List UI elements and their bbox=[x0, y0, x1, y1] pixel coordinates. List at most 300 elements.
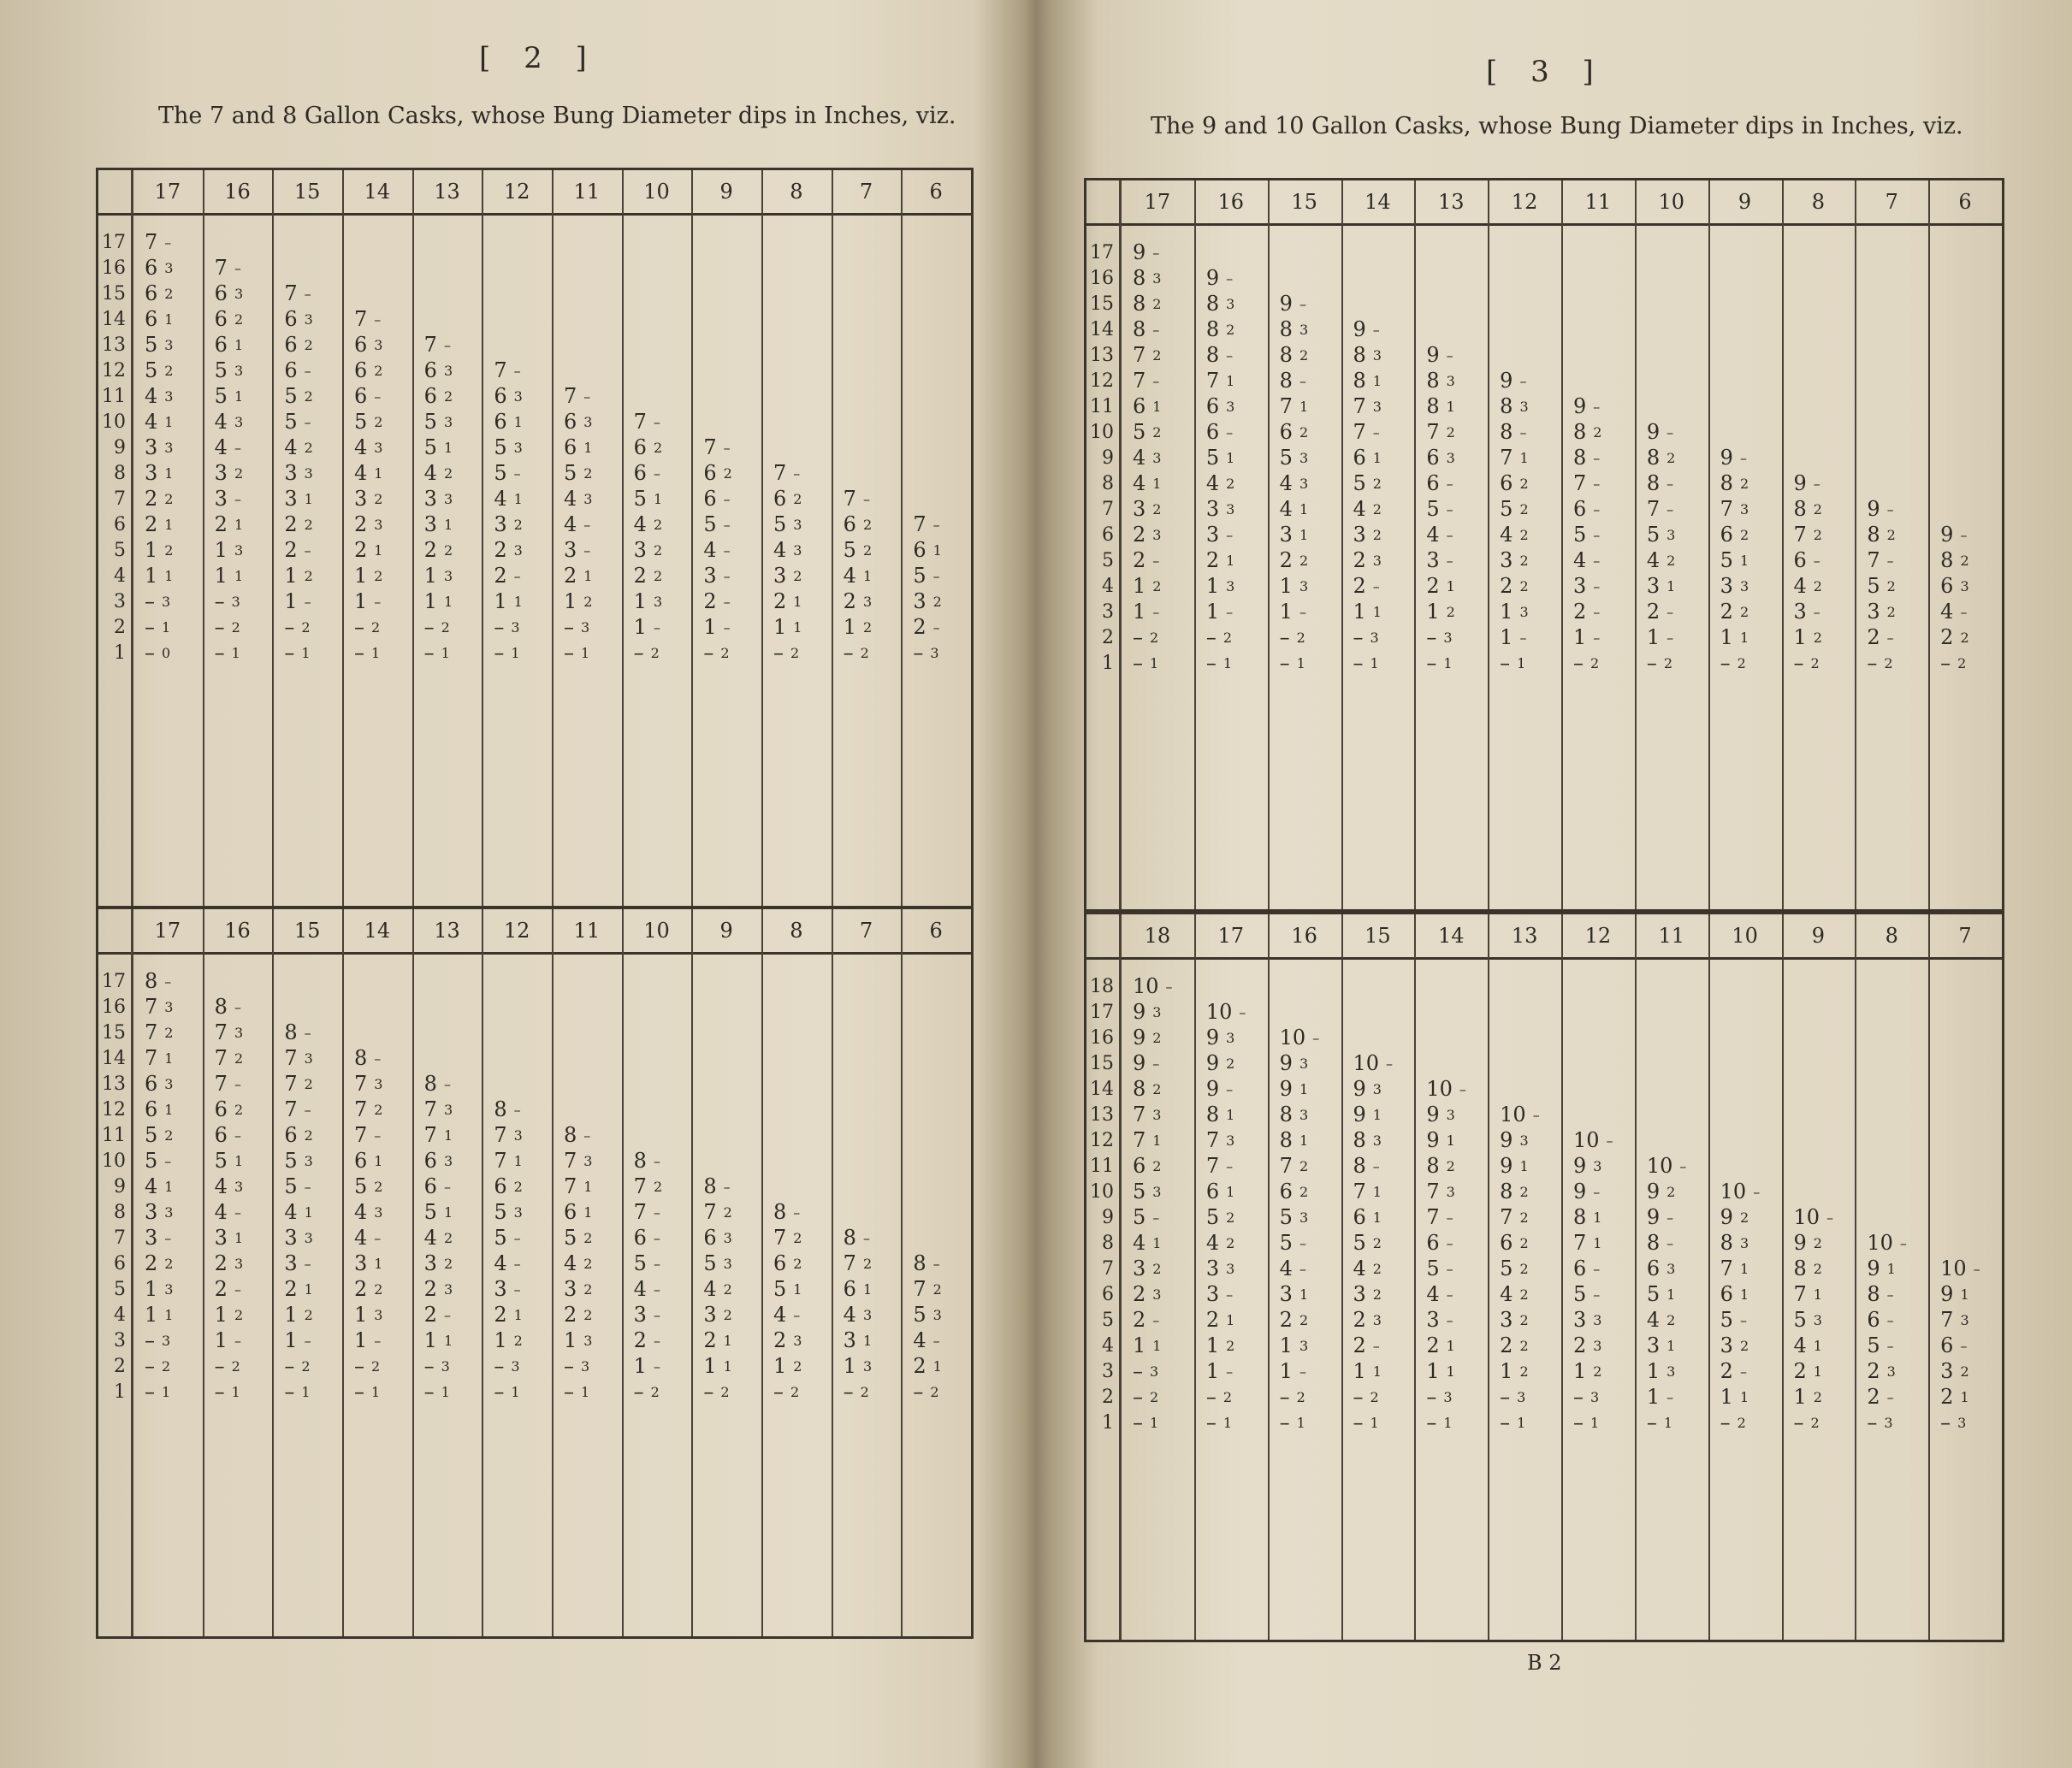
quarts-value: – bbox=[1593, 501, 1601, 517]
quarts-value: 3 bbox=[443, 1153, 453, 1169]
row-label: 12 bbox=[1090, 370, 1114, 392]
table-cell bbox=[1353, 1103, 1382, 1126]
row-label: 17 bbox=[102, 232, 126, 253]
quarts-value: – bbox=[1152, 1312, 1160, 1328]
gallons-value: 7 bbox=[1867, 548, 1880, 572]
quarts-value: 1 bbox=[1372, 1107, 1382, 1123]
gallons-value: 7 bbox=[1353, 394, 1366, 418]
gallons-value: 9 bbox=[1205, 1026, 1220, 1050]
column-rule bbox=[1782, 180, 1784, 909]
quarts-value: 2 bbox=[1152, 1261, 1162, 1277]
table-cell bbox=[1206, 317, 1234, 341]
column-rule bbox=[622, 909, 624, 1636]
gallons-value: 7 bbox=[354, 1072, 368, 1096]
gallons-value: 2 bbox=[423, 538, 437, 562]
quarts-value: 3 bbox=[1299, 476, 1309, 492]
table-cell bbox=[494, 1277, 520, 1301]
quarts-value: 2 bbox=[231, 619, 240, 636]
gallons-value: 6 bbox=[354, 358, 368, 382]
quarts-value: 3 bbox=[231, 594, 240, 610]
table-cell bbox=[1353, 1410, 1379, 1434]
gallons-value: 4 bbox=[1353, 497, 1366, 521]
table-cell bbox=[1500, 369, 1526, 393]
table-cell bbox=[494, 461, 520, 485]
quarts-value: – bbox=[932, 1256, 940, 1272]
table-cell bbox=[1647, 471, 1673, 495]
quarts-value: 1 bbox=[234, 1153, 244, 1169]
quarts-value: 1 bbox=[513, 414, 523, 430]
quarts-value: 3 bbox=[374, 517, 383, 533]
gallons-value: 2 bbox=[1353, 548, 1366, 572]
table-cell bbox=[1500, 446, 1528, 470]
gallons-value: 3 bbox=[1646, 1333, 1661, 1357]
gallons-value: 1 bbox=[564, 1328, 577, 1352]
table-cell bbox=[1426, 1359, 1454, 1383]
table-cell bbox=[1353, 1282, 1382, 1306]
quarts-value: 1 bbox=[1372, 1363, 1382, 1380]
gallons-value: 6 bbox=[1205, 420, 1220, 444]
table-cell bbox=[215, 461, 243, 485]
quarts-value: 3 bbox=[1443, 630, 1453, 646]
gallons-value: 6 bbox=[214, 307, 228, 331]
quarts-value: 1 bbox=[583, 440, 593, 456]
quarts-value: – bbox=[1679, 1158, 1687, 1174]
quarts-value: 3 bbox=[1299, 322, 1309, 338]
table-cell bbox=[1794, 1231, 1822, 1255]
quarts-value: 2 bbox=[1299, 553, 1309, 569]
quarts-value: 3 bbox=[1226, 1030, 1235, 1046]
table-cell bbox=[634, 1328, 660, 1352]
gallons-value: 8 bbox=[703, 1174, 717, 1198]
quarts-value: 1 bbox=[1296, 655, 1305, 671]
gallons-value: 6 bbox=[284, 333, 298, 357]
gallons-value: – bbox=[1500, 1410, 1511, 1434]
table-cell bbox=[703, 1226, 731, 1250]
table-cell bbox=[1280, 1385, 1305, 1409]
quarts-value: 2 bbox=[1152, 501, 1162, 517]
quarts-value: 3 bbox=[1152, 1107, 1162, 1123]
table-cell bbox=[424, 333, 451, 357]
gallons-value: 1 bbox=[145, 538, 158, 562]
quarts-value: – bbox=[1165, 979, 1173, 995]
quarts-value: – bbox=[1593, 476, 1601, 492]
gallons-value: 6 bbox=[145, 256, 158, 280]
gallons-value: 1 bbox=[214, 1303, 228, 1327]
quarts-value: 2 bbox=[932, 594, 942, 610]
table-cell bbox=[1500, 1282, 1528, 1306]
table-cell bbox=[564, 1277, 592, 1301]
quarts-value: – bbox=[723, 491, 731, 507]
quarts-value: 2 bbox=[1519, 1184, 1529, 1200]
gallons-value: 1 bbox=[423, 1328, 437, 1352]
column-header: 7 bbox=[1958, 924, 1972, 948]
gallons-value: 1 bbox=[1353, 600, 1366, 624]
gallons-value: 8 bbox=[494, 1097, 507, 1121]
quarts-value: 2 bbox=[1372, 501, 1382, 517]
quarts-value: 1 bbox=[653, 491, 663, 507]
gallons-value: 1 bbox=[284, 1328, 298, 1352]
signature-mark: B 2 bbox=[1527, 1651, 1562, 1675]
gallons-value: – bbox=[913, 1380, 924, 1404]
table-cell bbox=[424, 512, 453, 536]
table-cell bbox=[1280, 1359, 1306, 1383]
quarts-value: 3 bbox=[164, 999, 174, 1015]
gallons-value: 5 bbox=[1720, 1308, 1733, 1332]
quarts-value: 3 bbox=[1886, 1363, 1896, 1380]
table-cell bbox=[1426, 497, 1453, 521]
gallons-value: 7 bbox=[1426, 1180, 1440, 1203]
quarts-value: 1 bbox=[1372, 604, 1382, 620]
table-cell bbox=[1720, 574, 1749, 598]
table-cell bbox=[284, 1226, 312, 1250]
gallons-value: 8 bbox=[423, 1072, 437, 1096]
column-header: 18 bbox=[1144, 924, 1171, 948]
table-cell bbox=[284, 1174, 311, 1198]
table-cell bbox=[1280, 394, 1308, 418]
gallons-value: 2 bbox=[1940, 1385, 1954, 1409]
column-header: 9 bbox=[1811, 924, 1826, 948]
gallons-value: 3 bbox=[703, 564, 717, 588]
row-label: 17 bbox=[1090, 242, 1114, 263]
gallons-value: 4 bbox=[284, 1200, 298, 1224]
table-cell bbox=[1206, 1128, 1234, 1152]
gallons-value: 1 bbox=[1793, 625, 1807, 649]
quarts-value: – bbox=[1226, 1286, 1234, 1303]
table-cell bbox=[913, 589, 941, 613]
table-cell bbox=[215, 1020, 243, 1044]
gallons-value: 7 bbox=[423, 1097, 437, 1121]
table-cell bbox=[1794, 600, 1820, 624]
column-rule bbox=[203, 170, 204, 906]
table-cell bbox=[215, 1097, 243, 1121]
table-cell bbox=[1500, 420, 1526, 444]
quarts-value: 3 bbox=[1299, 1107, 1309, 1123]
quarts-value: – bbox=[1813, 476, 1820, 492]
gallons-value: 7 bbox=[1133, 369, 1146, 393]
gallons-value: 8 bbox=[1940, 548, 1954, 572]
quarts-value: 1 bbox=[1299, 1286, 1309, 1303]
quarts-value: 1 bbox=[1519, 1158, 1529, 1174]
gallons-value: – bbox=[1867, 1410, 1878, 1434]
column-rule bbox=[1268, 914, 1270, 1640]
table-cell bbox=[844, 615, 872, 639]
gallons-value: 2 bbox=[633, 564, 647, 588]
gallons-value: 2 bbox=[1426, 1333, 1440, 1357]
table-cell bbox=[1794, 1410, 1820, 1434]
gallons-value: 9 bbox=[1500, 369, 1513, 393]
table-cell bbox=[703, 1380, 729, 1404]
quarts-value: 1 bbox=[1739, 553, 1749, 569]
gallons-value: – bbox=[843, 641, 854, 665]
gallons-value: 7 bbox=[1720, 497, 1733, 521]
table-cell bbox=[354, 512, 382, 536]
table-cell bbox=[424, 1354, 450, 1378]
column-header: 12 bbox=[503, 180, 530, 204]
quarts-value: 3 bbox=[513, 388, 523, 405]
table-cell bbox=[1426, 1308, 1453, 1332]
gallons-value: 4 bbox=[1646, 1308, 1661, 1332]
table-cell bbox=[1353, 1077, 1382, 1101]
gallons-value: 4 bbox=[1133, 446, 1146, 470]
quarts-value: 1 bbox=[723, 1333, 732, 1349]
table-cell bbox=[1573, 1231, 1601, 1255]
gallons-value: 2 bbox=[633, 1328, 647, 1352]
quarts-value: – bbox=[1886, 553, 1894, 569]
gallons-value: 2 bbox=[1205, 1308, 1220, 1332]
table-cell bbox=[564, 410, 592, 434]
quarts-value: 1 bbox=[513, 1153, 523, 1169]
table-cell bbox=[773, 564, 802, 588]
quarts-value: 3 bbox=[1593, 1312, 1602, 1328]
quarts-value: 3 bbox=[162, 1333, 171, 1349]
quarts-value: 1 bbox=[1446, 1132, 1455, 1149]
table-cell bbox=[1940, 1410, 1966, 1434]
column-header: 15 bbox=[293, 919, 321, 943]
quarts-value: 3 bbox=[374, 1076, 383, 1092]
quarts-value: – bbox=[304, 542, 311, 559]
quarts-value: 1 bbox=[1226, 1107, 1235, 1123]
quarts-value: 2 bbox=[1519, 1235, 1529, 1251]
table-cell bbox=[1206, 394, 1234, 418]
gallons-value: 7 bbox=[214, 1020, 228, 1044]
gallons-value: 3 bbox=[423, 512, 437, 536]
gallons-value: 3 bbox=[145, 1226, 158, 1250]
quarts-value: 2 bbox=[1813, 630, 1822, 646]
quarts-value: – bbox=[1152, 553, 1160, 569]
quarts-value: – bbox=[513, 568, 521, 584]
table-cell bbox=[1573, 1308, 1601, 1332]
gallons-value: 2 bbox=[773, 1328, 787, 1352]
gallons-value: 7 bbox=[145, 995, 158, 1019]
gallons-value: – bbox=[773, 641, 784, 665]
column-header: 9 bbox=[719, 919, 733, 943]
quarts-value: 3 bbox=[234, 1025, 244, 1041]
table-cell bbox=[1573, 1180, 1600, 1203]
quarts-value: 1 bbox=[1152, 476, 1162, 492]
quarts-value: – bbox=[1753, 1184, 1761, 1200]
table-cell bbox=[284, 1072, 312, 1096]
gallons-value: 5 bbox=[633, 487, 647, 511]
quarts-value: 2 bbox=[1666, 1184, 1676, 1200]
gallons-value: 8 bbox=[1133, 1077, 1146, 1101]
quarts-value: 3 bbox=[164, 1076, 174, 1092]
gallons-value: 2 bbox=[1279, 548, 1293, 572]
table-cell bbox=[1206, 1308, 1234, 1332]
gallons-value: 6 bbox=[843, 1277, 856, 1301]
quarts-value: – bbox=[374, 1230, 382, 1246]
column-rule bbox=[1561, 180, 1563, 909]
gallons-value: 5 bbox=[1353, 471, 1366, 495]
gallons-value: 6 bbox=[773, 1251, 787, 1275]
table-cell bbox=[145, 1226, 171, 1250]
row-label: 10 bbox=[1090, 422, 1114, 443]
column-header: 13 bbox=[1437, 190, 1465, 214]
gallons-value: 8 bbox=[1205, 292, 1220, 316]
table-cell bbox=[424, 410, 453, 434]
table-cell bbox=[1647, 1231, 1673, 1255]
gallons-value: 3 bbox=[1205, 497, 1220, 521]
gallons-value: 7 bbox=[494, 1123, 507, 1147]
table-cell bbox=[1940, 625, 1968, 649]
quarts-value: 3 bbox=[1226, 399, 1235, 415]
quarts-value: 2 bbox=[304, 1076, 313, 1092]
table-cell bbox=[1353, 394, 1382, 418]
table-cell bbox=[1353, 1180, 1382, 1203]
table-cell bbox=[284, 1123, 312, 1147]
gallons-value: 6 bbox=[1426, 1231, 1440, 1255]
quarts-value: – bbox=[1739, 450, 1747, 466]
table-cell bbox=[703, 1251, 731, 1275]
gallons-value: 1 bbox=[1279, 1333, 1293, 1357]
gallons-value: 9 bbox=[1426, 1103, 1440, 1126]
gallons-value: – bbox=[1279, 625, 1290, 649]
gallons-value: 6 bbox=[1940, 574, 1954, 598]
gallons-value: 2 bbox=[214, 512, 228, 536]
gallons-value: – bbox=[1720, 1410, 1731, 1434]
row-label: 12 bbox=[1090, 1130, 1114, 1151]
table-cell bbox=[145, 1174, 173, 1198]
quarts-value: 1 bbox=[301, 1384, 311, 1400]
table-cell bbox=[1133, 1231, 1161, 1255]
quarts-value: 2 bbox=[862, 542, 873, 559]
gallons-value: 1 bbox=[354, 589, 368, 613]
column-header: 12 bbox=[503, 919, 530, 943]
gallons-value: 8 bbox=[773, 1200, 787, 1224]
row-label: 3 bbox=[1102, 601, 1114, 623]
table-cell bbox=[1647, 1385, 1673, 1409]
table-cell bbox=[424, 538, 453, 562]
quarts-value: – bbox=[1593, 630, 1601, 646]
table-cell bbox=[1133, 266, 1161, 290]
gallons-value: 2 bbox=[354, 512, 368, 536]
table-cell bbox=[1426, 446, 1454, 470]
gallons-value: 5 bbox=[423, 1200, 437, 1224]
quarts-value: – bbox=[723, 619, 731, 636]
table-cell bbox=[284, 487, 312, 511]
table-cell bbox=[1573, 651, 1599, 675]
gallons-value: 7 bbox=[564, 1149, 577, 1173]
quarts-value: 2 bbox=[234, 311, 244, 328]
gallons-value: 6 bbox=[1793, 548, 1807, 572]
quarts-value: 2 bbox=[304, 388, 313, 405]
table-cell bbox=[1133, 497, 1161, 521]
quarts-value: 3 bbox=[164, 1281, 174, 1298]
gallons-value: 3 bbox=[1353, 523, 1366, 547]
gallons-value: 6 bbox=[1205, 394, 1220, 418]
table-cell bbox=[1867, 651, 1892, 675]
table-cell bbox=[1206, 1154, 1233, 1178]
gallons-value: 5 bbox=[1573, 523, 1587, 547]
column-rule bbox=[901, 909, 903, 1636]
gallons-value: 6 bbox=[564, 435, 577, 459]
gallons-value: 5 bbox=[773, 1277, 787, 1301]
gallons-value: – bbox=[843, 1380, 854, 1404]
quarts-value: 1 bbox=[234, 337, 244, 353]
quarts-value: – bbox=[1666, 604, 1674, 620]
table-cell bbox=[1720, 1359, 1747, 1383]
quarts-value: 2 bbox=[1519, 1209, 1529, 1226]
gallons-value: 7 bbox=[1500, 446, 1513, 470]
quarts-value: – bbox=[513, 1102, 521, 1118]
table-cell bbox=[703, 615, 730, 639]
quarts-value: – bbox=[1960, 527, 1968, 543]
gallons-value: 1 bbox=[1646, 1385, 1661, 1409]
table-cell bbox=[1794, 1385, 1822, 1409]
quarts-value: 2 bbox=[1810, 655, 1820, 671]
quarts-value: 1 bbox=[1222, 655, 1233, 671]
table-cell bbox=[215, 1149, 243, 1173]
gallons-value: 4 bbox=[494, 487, 507, 511]
quarts-value: 2 bbox=[790, 645, 800, 661]
quarts-value: – bbox=[1446, 1235, 1453, 1251]
table-cell bbox=[354, 307, 381, 331]
gallons-value: 2 bbox=[145, 487, 158, 511]
table-cell bbox=[424, 358, 453, 382]
table-cell bbox=[844, 1251, 872, 1275]
quarts-value: 2 bbox=[1519, 1261, 1529, 1277]
quarts-value: 3 bbox=[653, 594, 663, 610]
gallons-value: 4 bbox=[145, 384, 158, 408]
quarts-value: 1 bbox=[164, 1307, 174, 1323]
table-cell bbox=[844, 1354, 872, 1378]
gallons-value: – bbox=[1426, 1410, 1437, 1434]
gallons-value: 10 bbox=[1279, 1026, 1306, 1050]
gallons-value: 9 bbox=[1500, 1154, 1513, 1178]
gallons-value: 1 bbox=[214, 564, 228, 588]
column-header: 14 bbox=[1437, 924, 1465, 948]
column-rule bbox=[1341, 914, 1343, 1640]
quarts-value: – bbox=[1826, 1209, 1834, 1226]
table-cell bbox=[284, 281, 311, 305]
gallons-value: 10 bbox=[1426, 1077, 1453, 1101]
quarts-value: – bbox=[1299, 1363, 1306, 1380]
table-cell bbox=[145, 538, 173, 562]
quarts-value: – bbox=[1606, 1132, 1613, 1149]
row-label: 9 bbox=[1102, 447, 1114, 469]
quarts-value: 1 bbox=[1593, 1209, 1602, 1226]
gallons-value: 7 bbox=[354, 1123, 368, 1147]
quarts-value: 1 bbox=[1372, 450, 1382, 466]
table-cell bbox=[145, 1277, 173, 1301]
table-cell bbox=[284, 1354, 310, 1378]
table-cell bbox=[1500, 1257, 1528, 1280]
table-cell bbox=[1133, 1205, 1159, 1229]
quarts-value: 3 bbox=[1152, 270, 1162, 287]
quarts-value: 1 bbox=[234, 517, 244, 533]
gallons-value: 8 bbox=[1573, 446, 1587, 470]
gallons-value: 2 bbox=[494, 1303, 507, 1327]
gallons-value: 4 bbox=[1205, 1231, 1220, 1255]
gallons-value: 9 bbox=[1500, 1128, 1513, 1152]
quarts-value: – bbox=[443, 1076, 451, 1092]
gallons-value: 1 bbox=[564, 589, 577, 613]
quarts-value: 1 bbox=[443, 1204, 453, 1221]
quarts-value: 1 bbox=[441, 645, 450, 661]
gallons-value: 8 bbox=[1426, 1154, 1440, 1178]
quarts-value: 2 bbox=[720, 645, 730, 661]
quarts-value: 3 bbox=[1960, 578, 1969, 594]
gallons-value: 8 bbox=[1133, 292, 1146, 316]
column-rule bbox=[1635, 180, 1637, 909]
quarts-value: 2 bbox=[374, 491, 383, 507]
table-cell bbox=[354, 615, 380, 639]
gallons-value: 2 bbox=[1500, 574, 1513, 598]
quarts-value: 3 bbox=[1226, 578, 1235, 594]
gallons-value: – bbox=[1426, 625, 1437, 649]
column-header: 14 bbox=[1365, 190, 1391, 214]
quarts-value: 2 bbox=[1152, 296, 1162, 312]
table-cell bbox=[913, 564, 939, 588]
